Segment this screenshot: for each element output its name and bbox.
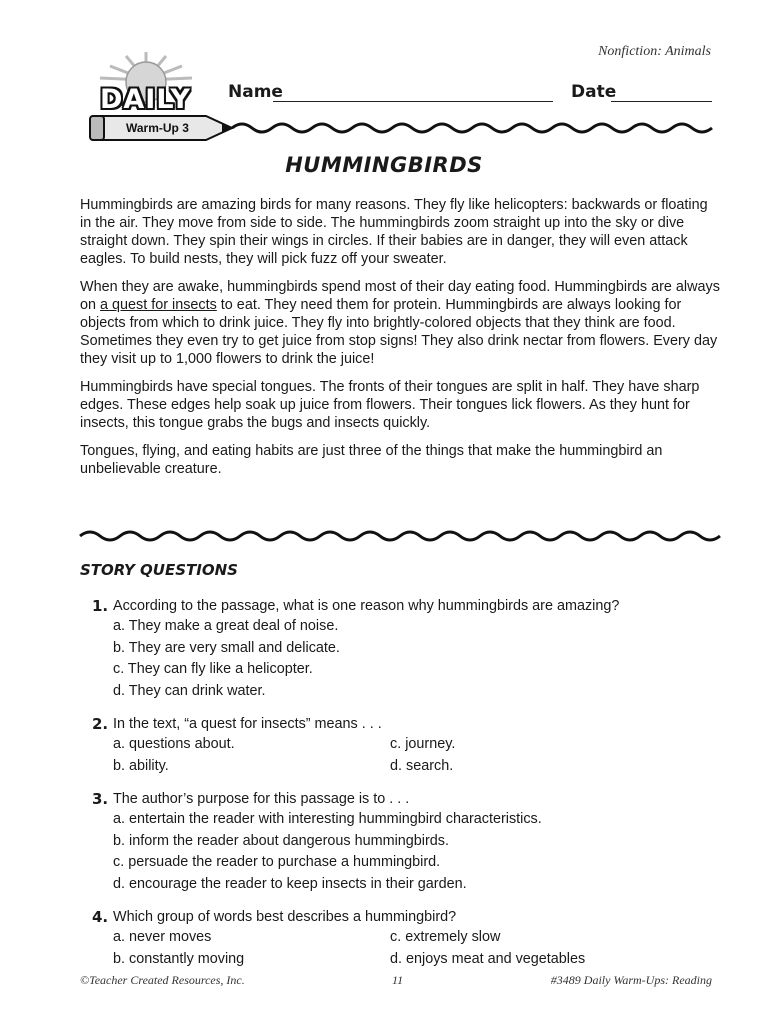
answer-option[interactable]: d. enjoys meat and vegetables xyxy=(390,950,586,967)
category-label: Nonfiction: Animals xyxy=(598,44,711,59)
name-label: Name xyxy=(228,82,283,102)
footer-copyright: ©Teacher Created Resources, Inc. xyxy=(80,973,245,987)
question-number: 4. xyxy=(92,908,109,926)
answer-option[interactable]: d. encourage the reader to keep insects in their garden. xyxy=(113,875,467,892)
footer-page-number: 11 xyxy=(392,973,404,987)
question-text: According to the passage, what is one reason why hummingbirds are amazing? xyxy=(113,598,620,614)
passage-p2-text-b: to eat. They need them for protein. Hummingbirds are always looking for objects from which to drink juice. They fly into brightly-colored objects that they think are food. Sometimes they even try to get juice from stop signs! They also drink nectar from flowers. Every day they visit up to 1,000 flowers to drink the juice! xyxy=(80,297,718,367)
answer-option[interactable]: a. entertain the reader with interesting hummingbird characteristics. xyxy=(113,811,542,827)
name-blank-line[interactable] xyxy=(273,101,553,102)
question-number: 1. xyxy=(92,597,109,615)
page-footer xyxy=(80,973,712,989)
logo-daily-text: DAILY xyxy=(100,84,191,115)
answer-option[interactable]: d. They can drink water. xyxy=(113,682,266,699)
passage xyxy=(80,196,720,488)
answer-option[interactable]: a. never moves xyxy=(113,929,212,945)
date-blank-line[interactable] xyxy=(611,101,712,102)
passage-paragraph-2 xyxy=(80,278,720,368)
underlined-phrase: a quest for insects xyxy=(100,297,217,313)
passage-paragraph-1: Hummingbirds are amazing birds for many reasons. They fly like helicopters: backwards or floating in the air. They move from side to side. The hummingbirds zoom straight up into the sky or dive straight down. They spin their wings in circles. If their babies are in danger, they will even attack eagles. To build nests, they will pick fuzz off your sweater. xyxy=(80,197,708,267)
answer-option[interactable]: c. journey. xyxy=(390,736,456,752)
name-date-row xyxy=(228,82,712,106)
question-text: Which group of words best describes a hummingbird? xyxy=(113,909,457,925)
logo-warmup-text: Warm-Up 3 xyxy=(126,121,189,135)
question-number: 2. xyxy=(92,715,109,733)
story-questions-heading: STORY QUESTIONS xyxy=(80,561,238,579)
answer-option[interactable]: a. questions about. xyxy=(113,736,235,752)
footer-book-title: #3489 Daily Warm-Ups: Reading xyxy=(550,973,712,987)
answer-option[interactable]: c. extremely slow xyxy=(390,929,501,945)
answer-option[interactable]: d. search. xyxy=(390,757,454,774)
question-4 xyxy=(92,907,712,970)
header-wave-divider xyxy=(0,118,768,138)
passage-paragraph-3: Hummingbirds have special tongues. The fronts of their tongues are split in half. They have sharp edges. These edges help soak up juice from flowers. Their tongues lick flowers. As they hunt for insects, this tongue grabs the bugs and insects quickly. xyxy=(80,379,700,431)
section-wave-divider xyxy=(0,526,768,546)
answer-option[interactable]: c. persuade the reader to purchase a hummingbird. xyxy=(113,854,441,870)
date-label: Date xyxy=(571,82,617,102)
question-2 xyxy=(92,714,712,777)
answer-option[interactable]: c. They can fly like a helicopter. xyxy=(113,661,313,677)
answer-option[interactable]: b. inform the reader about dangerous hummingbirds. xyxy=(113,832,449,849)
passage-paragraph-4: Tongues, flying, and eating habits are just three of the things that make the hummingbird an unbelievable creature. xyxy=(80,443,663,477)
question-text: In the text, “a quest for insects” means . . . xyxy=(113,716,382,732)
answer-option[interactable]: b. They are very small and delicate. xyxy=(113,639,340,656)
question-number: 3. xyxy=(92,790,109,808)
page-title: HUMMINGBIRDS xyxy=(285,153,483,177)
answer-option[interactable]: a. They make a great deal of noise. xyxy=(113,618,339,634)
question-3 xyxy=(92,789,712,895)
questions-list xyxy=(92,596,712,982)
answer-option[interactable]: b. ability. xyxy=(113,757,169,774)
passage-p2-text-a: When they are awake, hummingbirds spend most of their day eating food. Hummingbirds are always on xyxy=(80,279,720,313)
question-1 xyxy=(92,596,712,702)
question-text: The author’s purpose for this passage is to . . . xyxy=(113,791,410,807)
answer-option[interactable]: b. constantly moving xyxy=(113,950,245,967)
